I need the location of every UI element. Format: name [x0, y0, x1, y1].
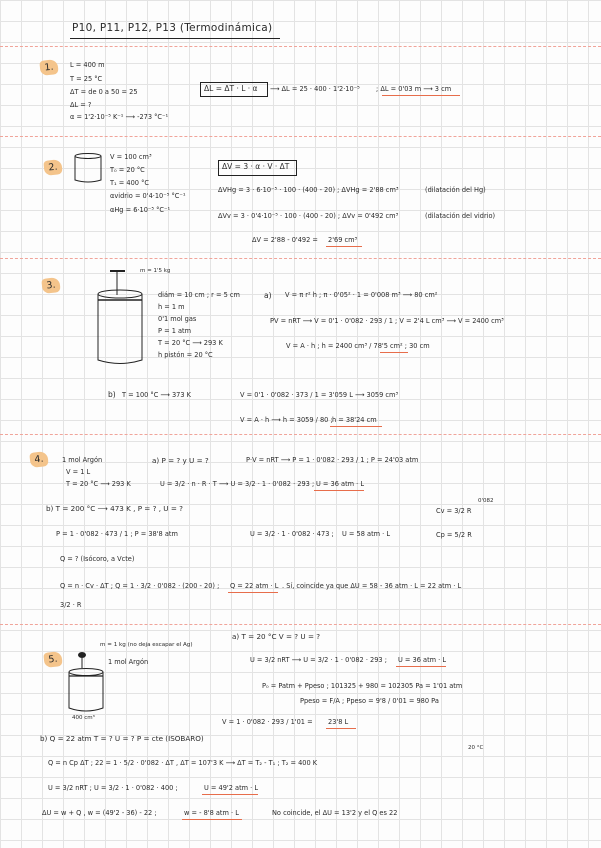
- p4-a-energy-pre: U = 3/2 · n · R · T ⟶ U = 3/2 · 1 · 0'082 · 293 ;: [160, 480, 315, 488]
- p5-b-work-pre: ΔU = w + Q , w = (49'2 - 36) - 22 ;: [42, 809, 157, 817]
- p2-line: αvidrio = 0'4·10⁻⁵ °C⁻¹: [110, 192, 186, 200]
- p3-a-label: a): [264, 291, 272, 300]
- p3-b1: V = 0'1 · 0'082 · 373 / 1 = 3'059 L ⟶ 3059 cm³: [240, 391, 399, 399]
- p1-result: ; ΔL = 0'03 m ⟶ 3 cm: [376, 85, 452, 93]
- p4-q-r: 3/2 · R: [60, 601, 82, 609]
- p4-cv: Cv = 3/2 R: [436, 507, 472, 515]
- problem-number-1: 1.: [39, 59, 58, 76]
- p4-a-energy-result: U = 36 atm · L: [316, 480, 365, 488]
- p2-line: T₀ = 20 °C: [110, 166, 145, 174]
- p3-line: diám = 10 cm ; r = 5 cm: [158, 291, 240, 299]
- p3-a3: V = A · h ; h = 2400 cm³ / 78'5 cm² ; 30 cm: [286, 342, 430, 350]
- p4-line: T = 20 °C ⟶ 293 K: [66, 480, 131, 488]
- p1-line: ΔL = ?: [70, 101, 92, 109]
- p4-line: 1 mol Argón: [62, 456, 103, 464]
- p5-mass-label: m = 1 kg (no deja escapar el Ag): [100, 642, 193, 648]
- p2-line: V = 100 cm³: [110, 153, 152, 161]
- p4-cp: Cp = 5/2 R: [436, 531, 472, 539]
- p5-volume-calc: V = 1 · 0'082 · 293 / 1'01 =: [222, 718, 313, 726]
- p2-note-vidrio: (dilatación del vidrio): [425, 212, 496, 220]
- p4-q-calc: Q = n · Cv · ΔT ; Q = 1 · 3/2 · 0'082 · (200 - 20) ;: [60, 582, 220, 590]
- problem-number-2: 2.: [43, 159, 62, 176]
- p3-line: 0'1 mol gas: [158, 315, 197, 323]
- p1-line: T = 25 °C: [70, 75, 103, 83]
- p3-line: h = 1 m: [158, 303, 185, 311]
- p3-mass-label: m = 1'5 kg: [140, 268, 171, 274]
- p5-a-energy-pre: U = 3/2 nRT ⟶ U = 3/2 · 1 · 0'082 · 293 ;: [250, 656, 387, 664]
- p3-b-temp: T = 100 °C ⟶ 373 K: [122, 391, 191, 399]
- p2-note-hg: (dilatación del Hg): [425, 186, 486, 194]
- p3-b2-pre: V = A · h ⟶ h = 3059 / 80 ;: [240, 416, 333, 424]
- p5-volume-result: 23'8 L: [328, 718, 349, 726]
- p4-b-question: b) T = 200 °C ⟶ 473 K , P = ? , U = ?: [46, 504, 183, 513]
- p5-a-question: a) T = 20 °C V = ? U = ?: [232, 632, 321, 641]
- p5-b-question: b) Q = 22 atm T = ? U = ? P = cte (ISOBARO): [40, 734, 204, 743]
- p5-b-energy-result: U = 49'2 atm · L: [204, 784, 259, 792]
- p2-result: 2'69 cm³: [328, 236, 358, 244]
- p2-line: αHg = 6·10⁻⁵ °C⁻¹: [110, 206, 171, 214]
- p3-b2-result: h = 38'24 cm: [332, 416, 377, 424]
- p1-line: ΔT = de 0 a 50 = 25: [70, 88, 138, 96]
- p1-calc: ⟶ ΔL = 25 · 400 · 1'2·10⁻⁵: [270, 85, 360, 93]
- problem-number-3: 3.: [41, 277, 60, 294]
- p5-a-energy-result: U = 36 atm · L: [398, 656, 447, 664]
- p5-b-heat: Q = n Cp ΔT ; 22 = 1 · 5/2 · 0'082 · ΔT , ΔT = 107'3 K ⟶ ΔT = T₂ - T₁ ; T₂ = 400 K: [48, 759, 318, 767]
- p5-b-work-result: w = - 8'8 atm · L: [184, 809, 239, 817]
- p2-calc-hg: ΔVHg = 3 · 6·10⁻⁵ · 100 · (400 - 20) ; ΔVHg = 2'88 cm³: [218, 186, 399, 194]
- p4-q-result: Q = 22 atm · L: [230, 582, 279, 590]
- p5-pressure-line: P₀ = Patm + Ppeso ; 101325 + 980 = 102305 Pa = 1'01 atm: [262, 682, 463, 690]
- p5-b-energy-pre: U = 3/2 nRT ; U = 3/2 · 1 · 0'082 · 400 ;: [48, 784, 178, 792]
- p3-b-label: b): [108, 390, 116, 399]
- p5-volume-label: 400 cm³: [72, 715, 95, 721]
- problem-number-4: 4.: [29, 451, 48, 468]
- p1-line: L = 400 m: [70, 61, 105, 69]
- p3-a2: PV = nRT ⟶ V = 0'1 · 0'082 · 293 / 1 ; V = 2'4 L cm³ ⟶ V = 2400 cm³: [270, 317, 504, 325]
- p2-result-pre: ΔV = 2'88 - 0'492 =: [252, 236, 318, 244]
- p3-a1: V = π r² h ; π · 0'05² · 1 = 0'008 m³ ⟶ 80 cm²: [285, 291, 438, 299]
- p5-b-conclusion: No coincide, el ΔU = 13'2 y el Q es 22: [272, 809, 398, 817]
- p2-line: T₁ = 400 °C: [110, 179, 149, 187]
- p3-line: P = 1 atm: [158, 327, 192, 335]
- p5-b-small: 20 °C: [468, 745, 484, 751]
- p5-gas-label: 1 mol Argón: [108, 658, 149, 666]
- p3-line: T = 20 °C ⟶ 293 K: [158, 339, 223, 347]
- p4-a-question: a) P = ? y U = ?: [152, 456, 209, 465]
- p5-b-energy-underline: [202, 794, 258, 795]
- p4-r-note: 0'082: [478, 498, 494, 504]
- p1-line: α = 1'2·10⁻⁵ K⁻¹ ⟶ -273 °C⁻¹: [70, 113, 169, 121]
- p5-peso-line: Ppeso = F/A ; Ppeso = 9'8 / 0'01 = 980 Pa: [300, 697, 439, 705]
- p5-b-work-underline: [182, 819, 242, 820]
- p2-formula: ΔV = 3 · α · V · ΔT: [222, 162, 290, 171]
- p4-b-energy-result: U = 58 atm · L: [342, 530, 391, 538]
- p4-q-conclusion: . Sí, coincide ya que ΔU = 58 - 36 atm · L = 22 atm · L: [282, 582, 462, 590]
- p1-formula: ΔL = ΔT · L · α: [204, 84, 258, 93]
- p3-line: h pistón = 20 °C: [158, 351, 213, 359]
- p4-line: V = 1 L: [66, 468, 91, 476]
- p4-b-energy-pre: U = 3/2 · 1 · 0'082 · 473 ;: [250, 530, 334, 538]
- p4-q-question: Q = ? (Isócoro, a Vcte): [60, 555, 135, 563]
- p4-a-pressure: P·V = nRT ⟶ P = 1 · 0'082 · 293 / 1 ; P = 24'03 atm: [246, 456, 419, 464]
- p2-calc-vidrio: ΔVv = 3 · 0'4·10⁻⁵ · 100 · (400 - 20) ; ΔVv = 0'492 cm³: [218, 212, 399, 220]
- problem-number-5: 5.: [43, 651, 62, 668]
- page-title: P10, P11, P12, P13 (Termodinámica): [72, 22, 273, 34]
- p5-volume-underline: [326, 728, 356, 729]
- p4-b-pressure: P = 1 · 0'082 · 473 / 1 ; P = 38'8 atm: [56, 530, 178, 538]
- p5-a-underline: [396, 666, 446, 667]
